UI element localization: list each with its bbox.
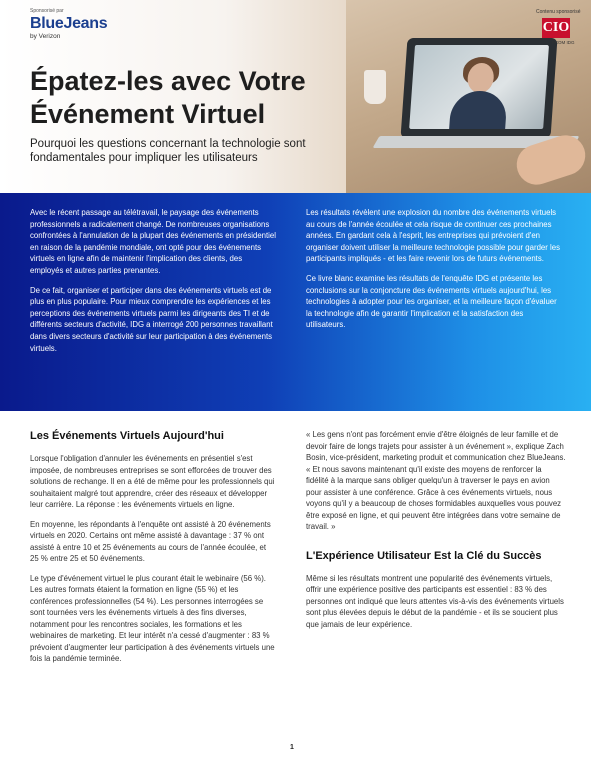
- sponsor-label: Sponsorisé par: [30, 8, 64, 14]
- intro-right-column: [306, 207, 561, 339]
- intro-left-column: [30, 207, 276, 362]
- page-number: 1: [290, 744, 294, 751]
- header-banner: [0, 0, 591, 193]
- cio-logo: CIO: [542, 18, 570, 38]
- body-right-column: [306, 429, 566, 638]
- intro-paragraph: De ce fait, organiser et participer dans des événements virtuels est de plus en plus populaire. Pour mieux comprendre les expériences et les perceptions des événements virtuels parmi les dirigeants des TI et de différents secteurs d'activité, IDG a interrogé 200 personnes travaillant dans divers secteurs d'activité sur leur participation à des événements virtuels.: [30, 285, 273, 353]
- page-title: Épatez-les avec Votre Événement Virtuel: [30, 66, 306, 129]
- body-left-column: [30, 429, 276, 673]
- quote-paragraph: « Les gens n'ont pas forcément envie d'être éloignés de leur famille et de devoir faire de longs trajets pour assister à un événement », explique Zach Bosin, vice-président, marketing produit et communication chez BlueJeans. « Et nous savons maintenant qu'il existe des moyens de renforcer la fidélité à la marque sans obliger quelqu'un à traverser le pays en avion pour assister à une conférence. Grâce à ces événements virtuels, nous voyons qu'il y a beaucoup de choses formidables auxquelles vous pouvez être exposé en ligne, et qui peuvent être intégrées dans votre semaine de travail. »: [306, 430, 566, 531]
- page-subtitle: Pourquoi les questions concernant la technologie sont fondamentales pour impliquer les utilisateurs: [30, 138, 306, 164]
- section-heading: L'Expérience Utilisateur Est la Clé du Succès: [306, 549, 542, 562]
- body-section: [0, 411, 591, 766]
- cup-image: [364, 70, 386, 104]
- intro-paragraph: Ce livre blanc examine les résultats de l'enquête IDG et présente les conclusions sur la conjoncture des événements virtuels aujourd'hui, les technologies à adopter pour les organiser, et la meilleure façon d'évaluer la technologie afin de garantir l'implication et la satisfaction des utilisateurs.: [306, 273, 557, 330]
- sponsored-content-label: Contenu sponsorisé: [536, 9, 581, 15]
- body-paragraph: Le type d'événement virtuel le plus courant était le webinaire (56 %). Les autres formats étaient la formation en ligne (55 %) et les conférences professionnelles (54 %). Les personnes interrogées se sont tournées vers les événements virtuels à des fins diverses, notamment pour les rencontres sociales, les formations et les webinaires de marketing. Et leur intérêt n'a cessé d'augmenter : 83 % prévoient d'augmenter leur participation à des événements virtuels une fois la pandémie terminée.: [30, 573, 275, 663]
- body-paragraph: Même si les résultats montrent une popularité des événements virtuels, offrir une expérience positive des participants est essentiel : 83 % des personnes ont indiqué que leurs attentes vis-à-vis des événements virtuels sont plus élevées depuis le début de la pandémie - et ils se soucient plus que jamais de leur expérience.: [306, 573, 564, 629]
- body-paragraph: En moyenne, les répondants à l'enquête ont assisté à 20 événements virtuels en 2020. Certains ont même assisté à davantage : 37 % ont assisté à entre 10 et 25 événements au cours de l'année écoulée, et 25 % entre 25 et 50 événements.: [30, 519, 271, 563]
- laptop-image: [401, 38, 558, 138]
- from-idg-label: FROM IDG: [552, 40, 575, 45]
- bluejeans-logo: BlueJeans by Verizon: [30, 15, 108, 40]
- body-paragraph: Lorsque l'obligation d'annuler les événements en présentiel s'est imposée, de nombreuses entreprises se sont efforcées de trouver des solutions de rechange. Il en a été de même pour les professionnels qui souhaitaient malgré tout apprendre, créer des réseaux et développer leur carrière. La réponse : les événements virtuels en ligne.: [30, 454, 275, 509]
- section-heading: Les Événements Virtuels Aujourd'hui: [30, 430, 224, 442]
- intro-band: [0, 193, 591, 411]
- intro-paragraph: Avec le récent passage au télétravail, le paysage des événements professionnels a radicalement changé. De nombreuses organisations confrontées à l'annulation de la plupart des événements en présidentiel en raison de la pandémie mondiale, ont opté pour des événements virtuels en ligne afin de maintenir l'implication des clients, des employés et autres parties prenantes.: [30, 208, 276, 275]
- intro-paragraph: Les résultats révèlent une explosion du nombre des événements virtuels au cours de l'année écoulée et cela risque de continuer ces prochaines années. En gardant cela à l'esprit, les entreprises qui prévoient d'en organiser doivent utiliser la meilleure technologie possible pour garder les participants impliqués - et les faire revenir lors de futurs événements.: [306, 208, 560, 264]
